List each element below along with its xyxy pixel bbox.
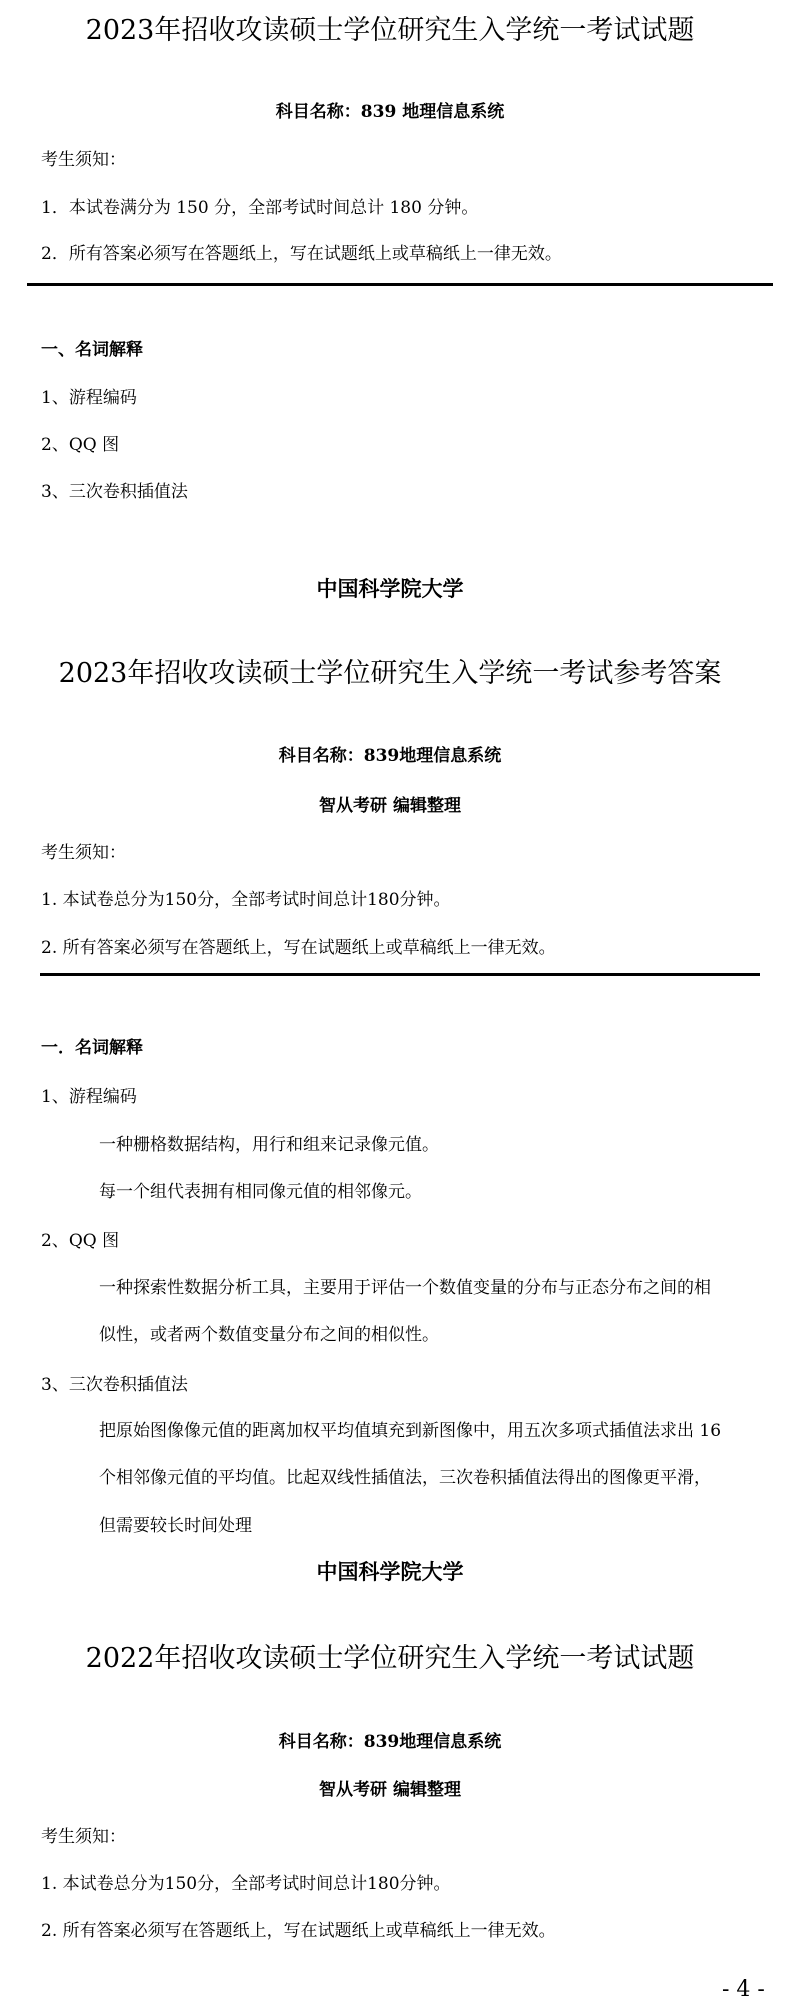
exam-2022-title: 2022年招收攻读硕士学位研究生入学统一考试试题 (85, 1643, 695, 1674)
exam-2023-notice-2: 2．所有答案必须写在答题纸上，写在试题纸上或草稿纸上一律无效。 (41, 244, 562, 264)
answer-2023-editor: 智从考研 编辑整理 (319, 796, 461, 816)
exam-2022-university: 中国科学院大学 (316, 1559, 464, 1584)
answer-2023-notice-2: 2. 所有答案必须写在答题纸上，写在试题纸上或草稿纸上一律无效。 (41, 938, 556, 958)
answer-2023-subject: 科目名称：839地理信息系统 (278, 746, 502, 766)
answer-2023-university: 中国科学院大学 (316, 576, 464, 601)
answer-2023-title: 2023年招收攻读硕士学位研究生入学统一考试参考答案 (58, 658, 722, 689)
answer-2023-q1-line-1: 一种栅格数据结构，用行和组来记录像元值。 (99, 1135, 439, 1155)
exam-2022-subject: 科目名称：839地理信息系统 (278, 1732, 502, 1752)
answer-2023-q2-line-1: 一种探索性数据分析工具，主要用于评估一个数值变量的分布与正态分布之间的相 (99, 1278, 711, 1298)
exam-2023-title: 2023年招收攻读硕士学位研究生入学统一考试试题 (85, 15, 695, 46)
answer-2023-q3-line-2: 个相邻像元值的平均值。比起双线性插值法，三次卷积插值法得出的图像更平滑， (99, 1468, 711, 1488)
exam-2023-subject: 科目名称：839 地理信息系统 (275, 102, 505, 122)
exam-2022-notice-heading: 考生须知： (41, 1827, 126, 1847)
answer-2023-q1-line-2: 每一个组代表拥有相同像元值的相邻像元。 (99, 1182, 422, 1202)
answer-2023-q2-line-2: 似性，或者两个数值变量分布之间的相似性。 (99, 1325, 439, 1345)
exam-2023-divider (27, 283, 773, 286)
answer-2023-q3-line-1: 把原始图像像元值的距离加权平均值填充到新图像中，用五次多项式插值法求出 16 (99, 1421, 722, 1441)
answer-2023-section-heading: 一．名词解释 (41, 1038, 143, 1058)
exam-2023-notice-heading: 考生须知： (41, 150, 126, 170)
exam-2023-question-2: 2、QQ 图 (41, 435, 120, 455)
answer-2023-notice-heading: 考生须知： (41, 843, 126, 863)
exam-2022-notice-1: 1. 本试卷总分为150分，全部考试时间总计180分钟。 (41, 1874, 451, 1894)
exam-2023-question-3: 3、三次卷积插值法 (41, 482, 188, 502)
exam-2022-editor: 智从考研 编辑整理 (319, 1780, 461, 1800)
exam-2023-section-heading: 一、名词解释 (41, 340, 143, 360)
exam-2023-question-1: 1、游程编码 (41, 388, 137, 408)
answer-2023-notice-1: 1. 本试卷总分为150分，全部考试时间总计180分钟。 (41, 890, 451, 910)
answer-2023-question-2: 2、QQ 图 (41, 1231, 120, 1251)
answer-2023-question-1: 1、游程编码 (41, 1087, 137, 1107)
exam-2022-notice-2: 2. 所有答案必须写在答题纸上，写在试题纸上或草稿纸上一律无效。 (41, 1921, 556, 1941)
answer-2023-divider (40, 973, 760, 976)
page-number: - 4 - (722, 1977, 765, 2002)
answer-2023-question-3: 3、三次卷积插值法 (41, 1375, 188, 1395)
answer-2023-q3-line-3: 但需要较长时间处理 (99, 1516, 252, 1536)
exam-2023-notice-1: 1．本试卷满分为 150 分，全部考试时间总计 180 分钟。 (41, 198, 479, 218)
